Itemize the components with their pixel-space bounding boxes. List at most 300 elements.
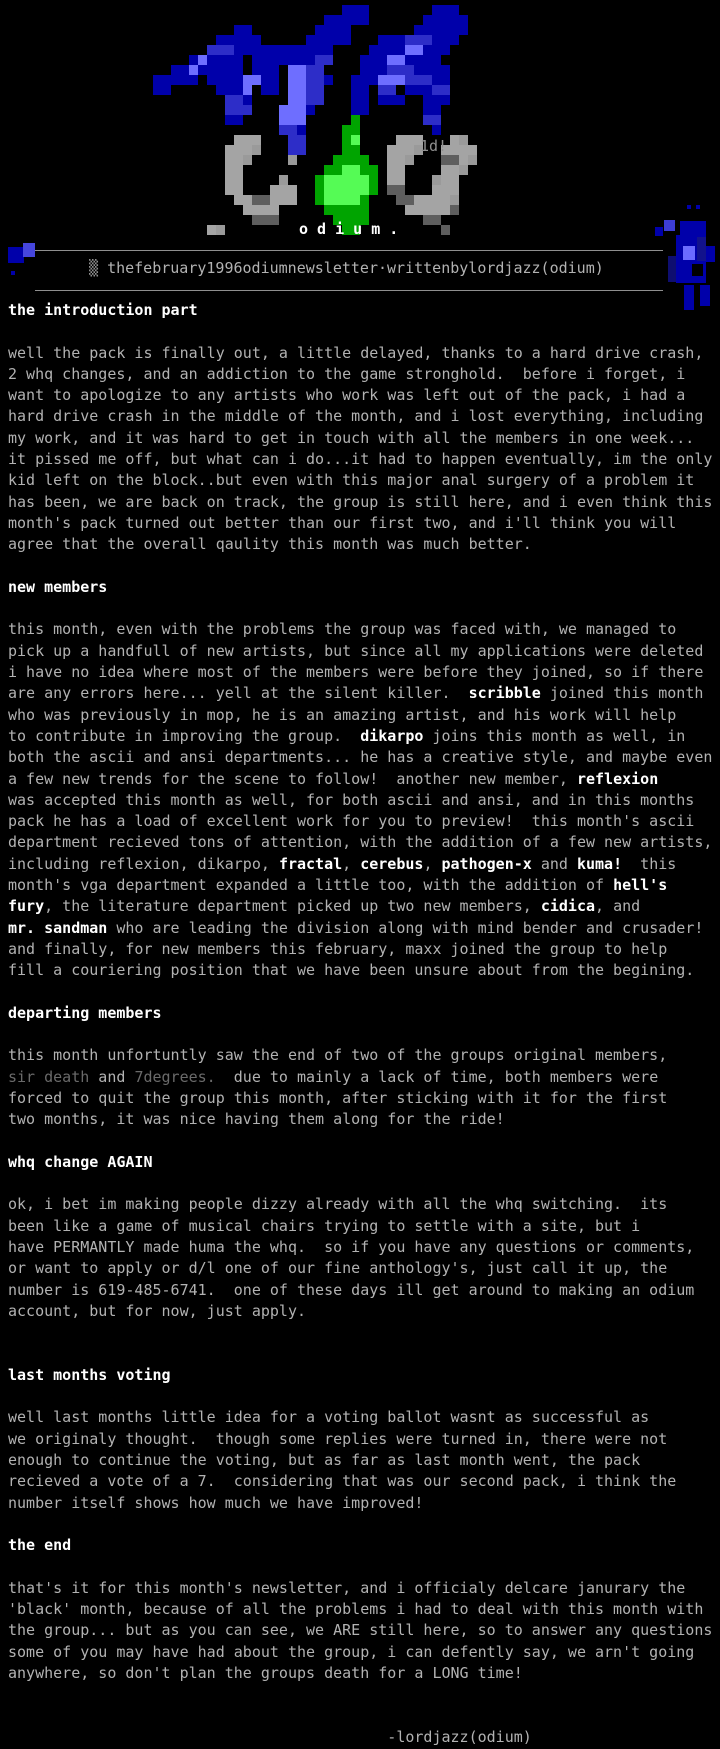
logo-pixel: [288, 95, 297, 105]
logo-pixel: [279, 115, 288, 125]
body-text: that's it for this month's newsletter, and i officialy delcare janurary the: [8, 1578, 686, 1597]
logo-pixel: [234, 105, 243, 115]
logo-pixel: [441, 15, 450, 25]
text-line: [8, 343, 720, 364]
logo-pixel: [459, 135, 468, 145]
logo-pixel: [207, 225, 216, 235]
logo-pixel: [441, 165, 450, 175]
logo-pixel: [279, 195, 288, 205]
body-text: we originaly thought. though some replies were turned in, there were not: [8, 1429, 668, 1448]
logo-pixel: [315, 55, 324, 65]
logo-pixel: [342, 15, 351, 25]
body-text: due to mainly a lack of time, both members were: [215, 1067, 659, 1086]
highlighted-text: the introduction part: [8, 301, 198, 319]
body-text: my work, and it was hard to get in touch with all the members in one week...: [8, 428, 695, 447]
logo-pixel: [261, 195, 270, 205]
logo-pixel: [234, 25, 243, 35]
body-text: joined this month: [540, 684, 704, 703]
text-line: [8, 1301, 720, 1322]
logo-pixel: [360, 105, 369, 115]
logo-pixel: [405, 135, 414, 145]
body-text: this month unfortuntly saw the end of two of the groups original members,: [8, 1046, 668, 1065]
newsletter-body: [8, 300, 720, 1748]
blank-line: [8, 982, 720, 1003]
logo-pixel: [459, 165, 468, 175]
logo-pixel: [207, 65, 216, 75]
logo-pixel: [243, 25, 252, 35]
logo-pixel: [252, 215, 261, 225]
logo-pixel: [441, 185, 450, 195]
logo-pixel: [234, 185, 243, 195]
body-text: who are leading the division along with mind bender and crusader!: [107, 918, 704, 937]
logo-pixel: [153, 75, 162, 85]
logo-pixel: [162, 75, 171, 85]
text-line: [8, 619, 720, 640]
body-text: ,: [342, 854, 361, 873]
blank-line: [8, 321, 720, 342]
logo-pixel: [378, 45, 387, 55]
body-text: to contribute in improving the group.: [8, 726, 361, 745]
artist-tag-text: 1d!: [420, 137, 448, 155]
logo-pixel: [315, 185, 324, 195]
logo-pixel: [450, 25, 459, 35]
body-text: pick up a handfull of new artists, but since all my applications were deleted: [8, 641, 704, 660]
body-text: , and: [595, 897, 641, 916]
logo-pixel: [225, 75, 234, 85]
logo-pixel: [324, 175, 333, 185]
logo-pixel: [198, 65, 207, 75]
logo-pixel: [216, 45, 225, 55]
header-rule-bottom: [35, 290, 663, 291]
logo-pixel: [342, 5, 351, 15]
logo-pixel: [441, 155, 450, 165]
header-rule-top: [35, 250, 663, 251]
logo-pixel: [351, 5, 360, 15]
logo-pixel: [459, 25, 468, 35]
logo-pixel: [414, 85, 423, 95]
logo-pixel: [423, 45, 432, 55]
text-line: [8, 1258, 720, 1279]
logo-pixel: [198, 55, 207, 65]
logo-pixel: [342, 195, 351, 205]
logo-pixel: [405, 65, 414, 75]
logo-pixel: [441, 25, 450, 35]
logo-pixel: [396, 55, 405, 65]
logo-pixel: [351, 115, 360, 125]
logo-pixel: [333, 155, 342, 165]
logo-pixel: [387, 55, 396, 65]
body-text: well the pack is finally out, a little delayed, thanks to a hard drive crash,: [8, 343, 704, 362]
logo-pixel: [405, 155, 414, 165]
logo-pixel: [324, 165, 333, 175]
logo-pixel: [225, 185, 234, 195]
logo-pixel: [297, 75, 306, 85]
logo-pixel: [441, 175, 450, 185]
logo-pixel: [297, 55, 306, 65]
logo-pixel: [261, 45, 270, 55]
logo-pixel: [270, 185, 279, 195]
logo-pixel: [423, 105, 432, 115]
logo-pixel: [369, 165, 378, 175]
logo-pixel: [396, 95, 405, 105]
logo-pixel: [225, 35, 234, 45]
logo-pixel: [288, 45, 297, 55]
logo-pixel: [243, 35, 252, 45]
logo-pixel: [315, 35, 324, 45]
logo-pixel: [288, 135, 297, 145]
logo-pixel: [216, 85, 225, 95]
body-text: who was previously in mop, he is an amazing artist, and his work will help: [8, 705, 677, 724]
text-line: [8, 1067, 720, 1088]
logo-pixel: [315, 195, 324, 205]
logo-pixel: [333, 165, 342, 175]
logo-pixel: [243, 95, 252, 105]
logo-pixel: [396, 145, 405, 155]
logo-pixel: [450, 145, 459, 155]
body-text: 2 whq changes, and an addiction to the game stronghold. before i forget, i: [8, 364, 686, 383]
text-line: [8, 1663, 720, 1684]
logo-pixel: [351, 195, 360, 205]
blank-line: [8, 1344, 720, 1365]
logo-pixel: [234, 175, 243, 185]
logo-pixel: [423, 95, 432, 105]
logo-pixel: [405, 195, 414, 205]
body-text: agree that the overall qaulity this month was much better.: [8, 535, 532, 554]
text-line: [8, 832, 720, 853]
body-text: some of you may have had about the group, i can defently say, we arn't going: [8, 1642, 695, 1661]
text-line: [8, 641, 720, 662]
logo-pixel: [225, 145, 234, 155]
logo-pixel: [351, 75, 360, 85]
body-text: ok, i bet im making people dizzy already with all the whq switching. its: [8, 1195, 668, 1214]
body-text: forced to quit the group this month, after sticking with it for the first: [8, 1088, 668, 1107]
logo-pixel: [324, 75, 333, 85]
logo-pixel: [225, 65, 234, 75]
logo-pixel: [432, 85, 441, 95]
body-text: a few new trends for the scene to follow! another new member,: [8, 769, 577, 788]
logo-pixel: [396, 65, 405, 75]
logo-pixel: [297, 85, 306, 95]
logo-pixel: [180, 65, 189, 75]
logo-pixel: [387, 95, 396, 105]
body-text: number itself shows how much we have improved!: [8, 1493, 424, 1512]
body-text: -lordjazz(odium): [8, 1727, 532, 1746]
logo-pixel: [216, 65, 225, 75]
logo-pixel: [261, 55, 270, 65]
logo-pixel: [423, 215, 432, 225]
logo-pixel: [351, 175, 360, 185]
logo-pixel: [387, 75, 396, 85]
logo-pixel: [351, 95, 360, 105]
blank-line: [8, 1024, 720, 1045]
logo-pixel: [432, 175, 441, 185]
logo-pixel: [324, 45, 333, 55]
logo-pixel: [297, 65, 306, 75]
section-heading: [8, 1535, 720, 1556]
text-line: [8, 875, 720, 896]
logo-pixel: [234, 35, 243, 45]
logo-pixel: [432, 215, 441, 225]
body-text: joins this month as well, in: [423, 726, 686, 745]
logo-pixel: [297, 115, 306, 125]
section-heading: [8, 1365, 720, 1386]
logo-pixel: [225, 105, 234, 115]
body-text: 'black' month, because of all the problems i had to deal with this month with: [8, 1600, 704, 1619]
text-line: [8, 1045, 720, 1066]
body-text: well last months little idea for a voting ballot wasnt as successful as: [8, 1408, 650, 1427]
logo-pixel: [234, 195, 243, 205]
blank-line: [8, 1322, 720, 1343]
logo-pixel: [333, 185, 342, 195]
blank-line: [8, 598, 720, 619]
spacer: [98, 259, 107, 277]
text-line: [8, 705, 720, 726]
logo-pixel: [450, 35, 459, 45]
logo-pixel: [432, 195, 441, 205]
logo-pixel: [405, 55, 414, 65]
body-text: has been, we are back on track, the group is still here, and i even think this: [8, 492, 713, 511]
logo-pixel: [432, 95, 441, 105]
text-line: [8, 1620, 720, 1641]
header-bar: [89, 258, 604, 279]
text-line: [8, 1194, 720, 1215]
body-text: the group... but as you can see, we ARE still here, so to answer any questions: [8, 1621, 713, 1640]
logo-pixel: [270, 205, 279, 215]
logo-pixel: [396, 175, 405, 185]
highlighted-text: mr. sandman: [8, 918, 108, 937]
logo-pixel: [369, 65, 378, 75]
logo-pixel: [270, 85, 279, 95]
body-text: hard drive crash in the middle of the month, and i lost everything, including: [8, 407, 704, 426]
logo-pixel: [279, 125, 288, 135]
body-text: month's pack turned out better than our first two, and i'll think you will: [8, 513, 677, 532]
logo-pixel: [387, 85, 396, 95]
logo-pixel: [333, 25, 342, 35]
logo-pixel: [234, 85, 243, 95]
logo-pixel: [162, 85, 171, 95]
logo-pixel: [378, 75, 387, 85]
logo-pixel: [450, 155, 459, 165]
logo-pixel: [315, 45, 324, 55]
logo-pixel: [315, 175, 324, 185]
logo-pixel: [396, 185, 405, 195]
highlighted-text: new members: [8, 577, 108, 596]
figure-antenna-dot: [687, 205, 691, 209]
logo-pixel: [306, 95, 315, 105]
logo-pixel: [243, 85, 252, 95]
logo-pixel: [441, 195, 450, 205]
figure-chest: [683, 246, 695, 260]
logo-pixel: [252, 205, 261, 215]
logo-pixel: [234, 115, 243, 125]
logo-pixel: [279, 105, 288, 115]
body-text: ,: [423, 854, 442, 873]
logo-pixel: [342, 155, 351, 165]
logo-pixel: [459, 145, 468, 155]
logo-pixel: [261, 75, 270, 85]
logo-pixel: [360, 75, 369, 85]
logo-pixel: [234, 75, 243, 85]
logo-pixel: [351, 155, 360, 165]
blank-line: [8, 1173, 720, 1194]
dimmed-text: 7degrees.: [134, 1067, 216, 1086]
logo-pixel: [306, 45, 315, 55]
logo-pixel: [396, 165, 405, 175]
logo-pixel: [333, 175, 342, 185]
body-text: and: [89, 1067, 135, 1086]
logo-pixel: [342, 205, 351, 215]
logo-pixel: [360, 175, 369, 185]
logo-pixel: [378, 55, 387, 65]
logo-pixel: [387, 165, 396, 175]
logo-pixel: [405, 45, 414, 55]
logo-pixel: [288, 115, 297, 125]
logo-pixel: [279, 45, 288, 55]
logo-pixel: [333, 205, 342, 215]
text-line: [8, 1237, 720, 1258]
odium-wordmark: o d i u m .: [299, 220, 399, 238]
logo-pixel: [459, 15, 468, 25]
section-heading: [8, 300, 720, 321]
logo-pixel: [405, 85, 414, 95]
logo-pixel: [423, 115, 432, 125]
logo-pixel: [270, 55, 279, 65]
figure-arm: [668, 256, 676, 282]
logo-pixel: [369, 45, 378, 55]
logo-pixel: [243, 155, 252, 165]
logo-pixel: [459, 155, 468, 165]
logo-pixel: [360, 65, 369, 75]
logo-pixel: [387, 145, 396, 155]
text-line: [8, 1280, 720, 1301]
shade-block-glyph: ▒: [89, 259, 99, 277]
text-line: [8, 492, 720, 513]
logo-pixel: [171, 65, 180, 75]
logo-pixel: [387, 65, 396, 75]
logo-pixel: [189, 55, 198, 65]
text-line: [8, 726, 720, 747]
logo-pixel: [315, 85, 324, 95]
logo-pixel: [369, 175, 378, 185]
logo-pixel: [324, 195, 333, 205]
logo-pixel: [369, 75, 378, 85]
text-line: [8, 513, 720, 534]
text-line: [8, 1109, 720, 1130]
text-line: [8, 1493, 720, 1514]
logo-pixel: [261, 85, 270, 95]
text-line: [8, 1407, 720, 1428]
logo-pixel: [360, 15, 369, 25]
highlighted-text: scribble: [468, 684, 541, 703]
blank-line: [8, 1131, 720, 1152]
text-line: [8, 918, 720, 939]
logo-pixel: [450, 5, 459, 15]
text-line: [8, 747, 720, 768]
logo-pixel: [297, 45, 306, 55]
body-text: month's vga department expanded a little too, with the addition of: [8, 876, 614, 895]
body-text: are any errors here... yell at the silent killer.: [8, 684, 469, 703]
logo-pixel: [396, 35, 405, 45]
logo-pixel: [351, 105, 360, 115]
body-text: pack he has a load of excellent work for you to preview! this month's ascii: [8, 812, 695, 831]
text-line: [8, 960, 720, 981]
logo-pixel: [216, 55, 225, 65]
text-line: [8, 896, 720, 917]
logo-pixel: [279, 185, 288, 195]
figure-antenna-dot: [696, 205, 700, 209]
logo-pixel: [225, 155, 234, 165]
body-text: two months, it was nice having them along for the ride!: [8, 1110, 505, 1129]
logo-pixel: [423, 75, 432, 85]
logo-pixel: [225, 175, 234, 185]
body-text: it pissed me off, but what can i do...it had to happen eventually, im the only: [8, 450, 713, 469]
logo-pixel: [324, 205, 333, 215]
figure-hole: [692, 264, 703, 276]
body-text: including reflexion, dikarpo,: [8, 854, 279, 873]
logo-pixel: [423, 15, 432, 25]
left-blue-dot: [11, 271, 15, 275]
logo-pixel: [252, 145, 261, 155]
logo-pixel: [423, 25, 432, 35]
logo-pixel: [234, 55, 243, 65]
text-line: [8, 470, 720, 491]
text-line: [8, 1216, 720, 1237]
logo-pixel: [261, 65, 270, 75]
logo-pixel: [207, 45, 216, 55]
highlighted-text: fury: [8, 897, 45, 916]
logo-pixel: [414, 45, 423, 55]
logo-pixel: [351, 145, 360, 155]
logo-pixel: [378, 65, 387, 75]
logo-pixel: [432, 45, 441, 55]
logo-pixel: [432, 35, 441, 45]
figure-block: [664, 220, 675, 231]
text-line: [8, 1471, 720, 1492]
blank-line: [8, 1684, 720, 1705]
logo-pixel: [450, 165, 459, 175]
logo-pixel: [450, 195, 459, 205]
logo-pixel: [360, 155, 369, 165]
logo-pixel: [234, 135, 243, 145]
logo-pixel: [306, 35, 315, 45]
text-line: [8, 385, 720, 406]
logo-pixel: [387, 175, 396, 185]
logo-pixel: [333, 35, 342, 45]
text-line: [8, 1642, 720, 1663]
logo-pixel: [360, 185, 369, 195]
logo-pixel: [441, 75, 450, 85]
logo-pixel: [432, 5, 441, 15]
logo-pixel: [405, 75, 414, 85]
logo-pixel: [306, 65, 315, 75]
logo-pixel: [423, 65, 432, 75]
logo-pixel: [432, 205, 441, 215]
logo-pixel: [243, 105, 252, 115]
logo-pixel: [432, 125, 441, 135]
logo-pixel: [153, 85, 162, 95]
logo-pixel: [351, 165, 360, 175]
logo-pixel: [324, 55, 333, 65]
left-blue-square-bright: [23, 243, 35, 257]
logo-pixel: [189, 75, 198, 85]
logo-pixel: [423, 205, 432, 215]
logo-pixel: [288, 155, 297, 165]
text-line: [8, 1599, 720, 1620]
logo-pixel: [387, 35, 396, 45]
logo-pixel: [270, 75, 279, 85]
blank-line: [8, 1706, 720, 1727]
logo-pixel: [270, 65, 279, 75]
